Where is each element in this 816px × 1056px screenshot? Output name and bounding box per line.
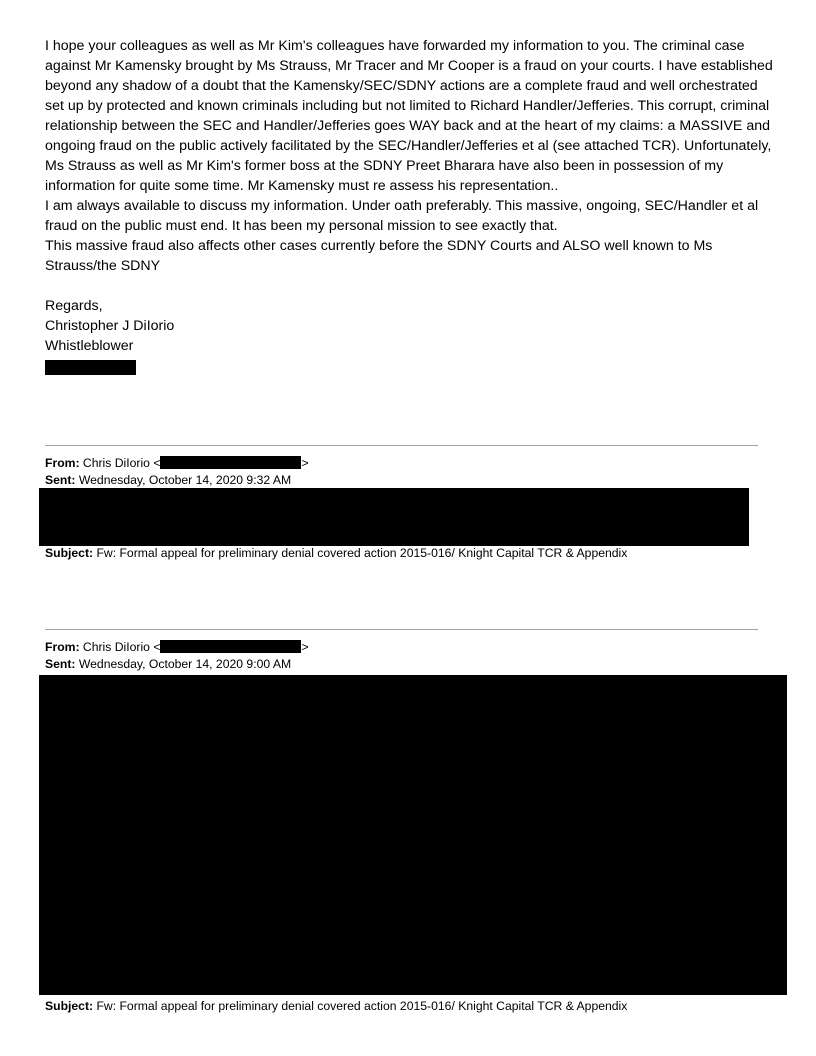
signature-closing: Regards, <box>45 298 103 314</box>
from-label: From: <box>45 640 80 654</box>
from-close: > <box>301 456 309 470</box>
from-close: > <box>301 640 309 654</box>
email-divider <box>45 629 758 630</box>
sent-value: Wednesday, October 14, 2020 9:32 AM <box>78 473 292 487</box>
from-name: Chris DiIorio < <box>82 640 161 654</box>
signature-name: Christopher J DiIorio <box>45 318 175 334</box>
email-divider <box>45 445 758 446</box>
sent-value: Wednesday, October 14, 2020 9:00 AM <box>78 657 292 671</box>
from-name: Chris DiIorio < <box>82 456 161 470</box>
from-label: From: <box>45 456 80 470</box>
email-from-line <box>45 639 309 655</box>
redaction-recipients <box>39 488 749 546</box>
email-sent-line <box>45 472 291 488</box>
redaction-signature <box>45 360 136 375</box>
subject-label: Subject: <box>45 546 94 560</box>
subject-value: Fw: Formal appeal for preliminary denial covered action 2015-016/ Knight Capital TCR & Appendix <box>96 999 628 1013</box>
redaction-email-address <box>160 640 301 653</box>
email-subject-line <box>45 998 627 1014</box>
subject-label: Subject: <box>45 999 94 1013</box>
body-paragraph: I am always available to discuss my information. Under oath preferably. This massive, ongoing, SEC/Handler et al fraud on the public must end. It has been my personal mission to see exactly that. <box>45 198 759 234</box>
redaction-email-address <box>160 456 301 469</box>
sent-label: Sent: <box>45 473 76 487</box>
email-sent-line <box>45 656 291 672</box>
body-paragraph: This massive fraud also affects other cases currently before the SDNY Courts and ALSO well known to Ms Strauss/the SDNY <box>45 238 713 274</box>
email-from-line <box>45 455 309 471</box>
redaction-recipients-and-body <box>39 675 787 995</box>
signature-title: Whistleblower <box>45 338 134 354</box>
letter-body <box>45 36 780 276</box>
email-subject-line <box>45 545 627 561</box>
signature-block <box>45 296 174 356</box>
body-paragraph: I hope your colleagues as well as Mr Kim's colleagues have forwarded my information to you. The criminal case against Mr Kamensky brought by Ms Strauss, Mr Tracer and Mr Cooper is a fraud on your courts. I have established beyond any shadow of a doubt that the Kamensky/SEC/SDNY actions are a complete fraud and well orchestrated set up by protected and known criminals including but not limited to Richard Handler/Jefferies. This corrupt, criminal relationship between the SEC and Handler/Jefferies goes WAY back and at the heart of my claims: a MASSIVE and ongoing fraud on the public actively facilitated by the SEC/Handler/Jefferies et al (see attached TCR). Unfortunately, Ms Strauss as well as Mr Kim's former boss at the SDNY Preet Bharara have also been in possession of my information for quite some time. Mr Kamensky must re assess his representation.. <box>45 38 773 194</box>
subject-value: Fw: Formal appeal for preliminary denial covered action 2015-016/ Knight Capital TCR & Appendix <box>96 546 628 560</box>
sent-label: Sent: <box>45 657 76 671</box>
